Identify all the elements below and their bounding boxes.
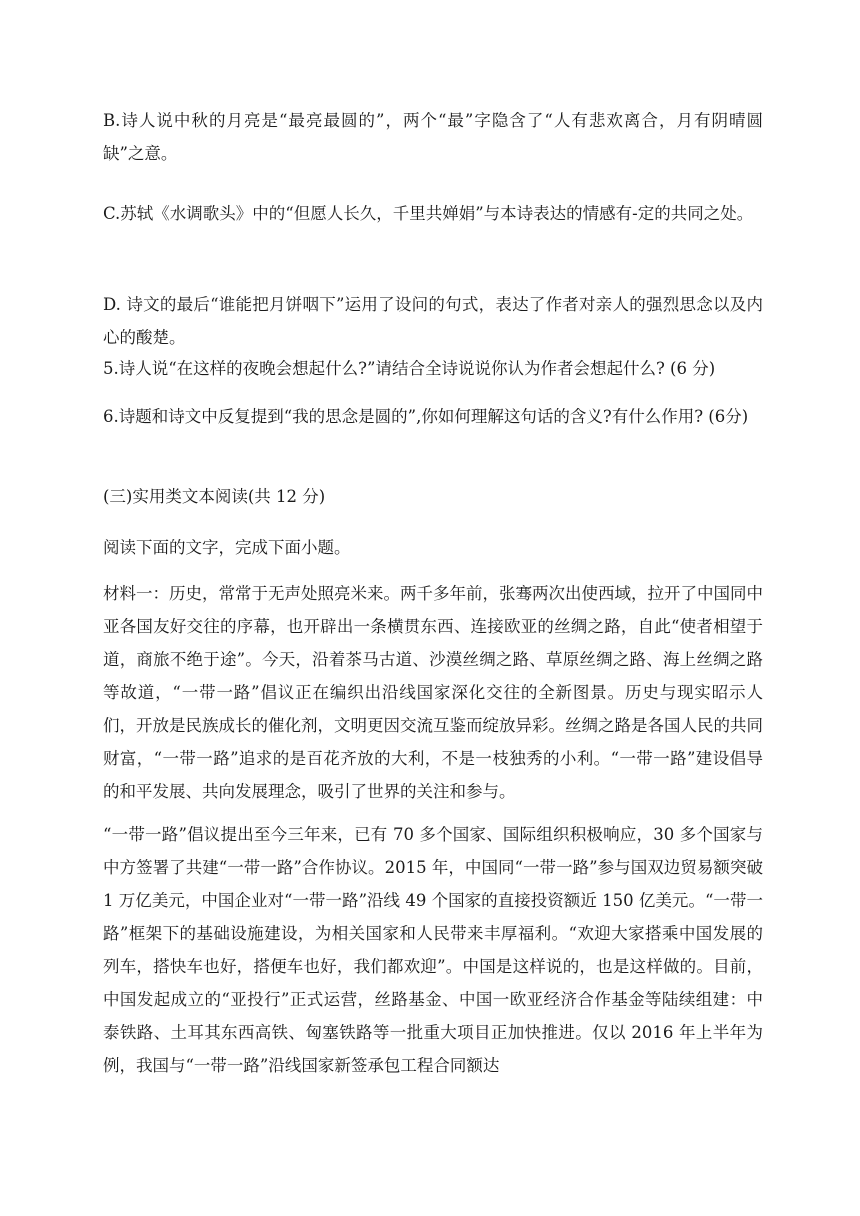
reading-instruction: 阅读下面的文字，完成下面小题。 [103, 538, 351, 557]
question-6-paragraph: 6.诗题和诗文中反复提到“我的思念是圆的”,你如何理解这句话的含义?有什么作用? (6分) [103, 407, 749, 426]
question-5-paragraph: 5.诗人说“在这样的夜晚会想起什么?”请结合全诗说说你认为作者会想起什么? (6 分) [103, 359, 716, 378]
material-one-continuation-paragraph: “一带一路”倡议提出至今三年来，已有 70 多个国家、国际组织积极响应，30 多个国家与中方签署了共建“一带一路”合作协议。2015 年，中国同“一带一路”参与国双边贸易额突破 1 万亿美元，中国企业对“一带一路”沿线 49 个国家的直接投资额近 150 亿美元。“一带一路”框架下的基础设施建设，为相关国家和人民带来丰厚福利。“欢迎大家搭乘中国发展的列车，搭快车也好，搭便车也好，我们都欢迎”。中国是这样说的，也是这样做的。目前，中国发起成立的“亚投行”正式运营，丝路基金、中国一欧亚经济合作基金等陆续组建：中泰铁路、土耳其东西高铁、匈塞铁路等一批重大项目正加快推进。仅以 2016 年上半年为例，我国与“一带一路”沿线国家新签承包工程合同额达 [103, 825, 763, 1075]
material-one-paragraph: 材料一：历史，常常于无声处照亮米来。两千多年前，张骞两次出使西域，拉开了中国同中亚各国友好交往的序幕，也开辟出一条横贯东西、连接欧亚的丝绸之路，自此“使者相望于道，商旅不绝于途”。今天，沿着茶马古道、沙漠丝绸之路、草原丝绸之路、海上丝绸之路等故道，“一带一路”倡议正在编织出沿线国家深化交往的全新图景。历史与现实昭示人们，开放是民族成长的催化剂，文明更因交流互鉴而绽放异彩。丝绸之路是各国人民的共同财富，“一带一路”追求的是百花齐放的大利，不是一枝独秀的小利。“一带一路”建设倡导的和平发展、共向发展理念，吸引了世界的关注和参与。 [103, 584, 763, 801]
option-c-paragraph: C.苏轼《水调歌头》中的“但愿人长久，千里共婵娟”与本诗表达的情感有-定的共同之处。 [103, 204, 754, 223]
option-b-paragraph: B.诗人说中秋的月亮是“最亮最圆的”，两个“最”字隐含了“人有悲欢离合，月有阴晴圆缺”之意。 [103, 111, 763, 163]
option-d-paragraph: D. 诗文的最后“谁能把月饼咽下”运用了设问的句式，表达了作者对亲人的强烈思念以及内心的酸楚。 [103, 295, 763, 347]
section-heading: (三)实用类文本阅读(共 12 分) [103, 487, 326, 506]
